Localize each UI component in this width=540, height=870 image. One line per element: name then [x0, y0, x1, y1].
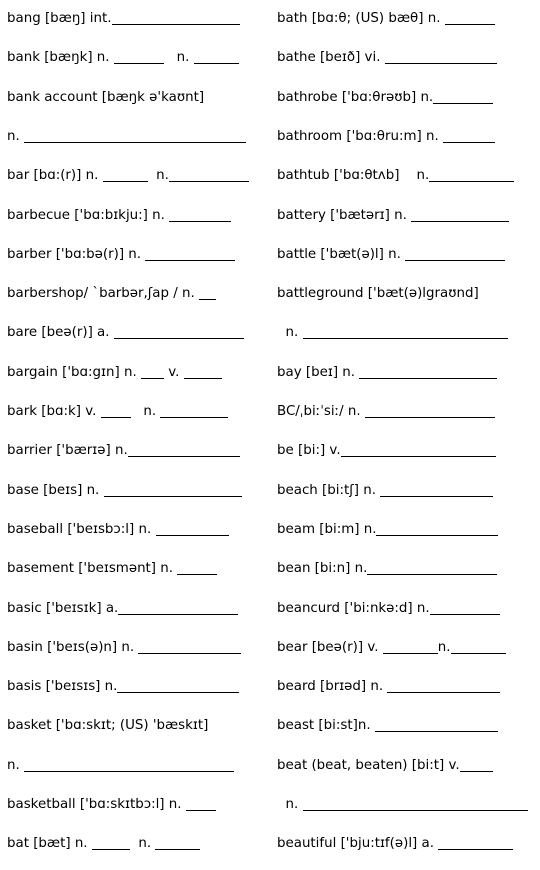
vocabulary-entry [7, 594, 254, 618]
entry-text: n. [277, 797, 303, 812]
answer-blank[interactable] [387, 678, 500, 693]
answer-blank[interactable] [169, 207, 231, 222]
entry-text: battle ['bæt(ə)l] n. [277, 246, 406, 262]
vocabulary-entry [7, 476, 254, 500]
vocabulary-entry [7, 829, 254, 853]
vocabulary-entry [7, 83, 254, 107]
answer-blank[interactable] [429, 167, 514, 182]
entry-text: n. [147, 168, 169, 184]
entry-text: beard [brɪəd] n. [277, 679, 388, 695]
answer-blank[interactable] [177, 560, 217, 575]
entry-text: baseball ['beɪsbɔ:l] n. [7, 521, 156, 537]
vocabulary-entry [277, 554, 535, 578]
entry-text: bat [bæt] n. [7, 836, 92, 852]
entry-text: bar [bɑ:(r)] n. [7, 168, 103, 184]
vocabulary-entry [7, 4, 254, 28]
answer-blank[interactable] [303, 324, 508, 339]
answer-blank[interactable] [376, 521, 498, 536]
vocabulary-entry [277, 122, 535, 146]
entry-text: n. [277, 325, 303, 341]
vocabulary-entry [7, 279, 254, 303]
vocabulary-entry [7, 436, 254, 460]
answer-blank[interactable] [367, 560, 497, 575]
entry-text: bargain ['bɑ:gɪn] n. [7, 364, 142, 380]
answer-blank[interactable] [380, 482, 493, 497]
answer-blank[interactable] [460, 757, 493, 772]
entry-text: n. [7, 757, 24, 773]
answer-blank[interactable] [433, 89, 493, 104]
vocabulary-entry [277, 672, 535, 696]
vocabulary-entry [7, 318, 254, 342]
vocabulary-entry [7, 515, 254, 539]
vocabulary-entry [7, 122, 254, 146]
entry-text: bark [bɑ:k] v. [7, 404, 101, 419]
vocabulary-entry [277, 4, 535, 28]
vocabulary-entry [277, 829, 535, 853]
entry-text: n. [7, 128, 24, 144]
entry-text: bang [bæŋ] int. [7, 11, 112, 26]
entry-text: bathroom ['bɑ:θru:m] n. [277, 128, 443, 144]
vocabulary-entry [277, 43, 535, 67]
answer-blank[interactable] [194, 49, 239, 64]
vocabulary-entry [7, 43, 254, 67]
answer-blank[interactable] [114, 49, 164, 64]
entry-text: bay [beɪ] n. [277, 364, 360, 380]
answer-blank[interactable] [160, 403, 228, 418]
answer-blank[interactable] [128, 442, 240, 457]
answer-blank[interactable] [118, 600, 238, 615]
vocabulary-entry [7, 790, 254, 814]
vocabulary-entry [277, 240, 535, 264]
vocabulary-entry [7, 201, 254, 225]
answer-blank[interactable] [341, 442, 496, 457]
vocabulary-entry [277, 83, 535, 107]
entry-text: bathtub ['bɑ:θtʌb] n. [277, 168, 430, 184]
entry-text: beast [bi:st]n. [277, 718, 375, 734]
answer-blank[interactable] [184, 364, 222, 379]
vocabulary-entry [7, 397, 254, 421]
answer-blank[interactable] [117, 678, 239, 693]
entry-text: barbershop/ `barbər,ʃap / n. [7, 286, 200, 302]
vocabulary-entry [277, 594, 535, 618]
answer-blank[interactable] [443, 128, 495, 143]
answer-blank[interactable] [445, 10, 495, 25]
entry-text: beat (beat, beaten) [bi:t] v. [277, 757, 460, 773]
answer-blank[interactable] [145, 246, 235, 261]
answer-blank[interactable] [430, 600, 500, 615]
entry-text: bathrobe ['bɑ:θrəʊb] n. [277, 89, 434, 105]
entry-text: base [beɪs] n. [7, 482, 104, 498]
answer-blank[interactable] [169, 167, 249, 182]
entry-text: battery ['bætərɪ] n. [277, 207, 412, 223]
answer-blank[interactable] [359, 364, 497, 379]
answer-blank[interactable] [303, 796, 528, 811]
vocabulary-entry [7, 672, 254, 696]
vocabulary-entry [7, 711, 254, 735]
vocabulary-entry [277, 790, 535, 814]
entry-text: basketball ['bɑ:skɪtbɔ:l] n. [7, 797, 186, 812]
entry-text: barrier ['bærɪə] n. [7, 443, 128, 459]
vocabulary-entry [277, 436, 535, 460]
entry-text: bank [bæŋk] n. [7, 50, 114, 66]
entry-text: bank account [bæŋk ə'kaʊnt] [7, 89, 205, 105]
vocabulary-entry [277, 201, 535, 225]
vocabulary-entry [7, 633, 254, 657]
entry-text: v. [164, 364, 184, 380]
answer-blank[interactable] [365, 403, 495, 418]
vocabulary-entry [277, 751, 535, 775]
vocabulary-entry [277, 161, 535, 185]
vocabulary-entry [7, 554, 254, 578]
vocabulary-entry [277, 515, 535, 539]
answer-blank[interactable] [186, 796, 216, 811]
entry-text: beautiful ['bju:tɪf(ə)l] a. [277, 836, 439, 852]
entry-text: bare [beə(r)] a. [7, 325, 114, 341]
entry-text: BC/ˌbiːˈsiː/ n. [277, 404, 365, 419]
answer-blank[interactable] [112, 10, 240, 25]
vocabulary-entry [277, 358, 535, 382]
vocabulary-entry [277, 476, 535, 500]
answer-blank[interactable] [101, 403, 131, 418]
answer-blank[interactable] [383, 639, 438, 654]
entry-text: be [bi:] v. [277, 443, 341, 459]
vocabulary-entry [7, 751, 254, 775]
entry-text: n. [437, 639, 451, 655]
answer-blank[interactable] [138, 639, 241, 654]
entry-text: basin ['beɪs(ə)n] n. [7, 639, 139, 655]
entry-text: basement ['beɪsmənt] n. [7, 561, 178, 577]
entry-text: beancurd ['bi:nkə:d] n. [277, 600, 430, 616]
answer-blank[interactable] [156, 521, 229, 536]
answer-blank[interactable] [104, 482, 242, 497]
entry-text: basic ['beɪsɪk] a. [7, 600, 119, 616]
answer-blank[interactable] [92, 835, 130, 850]
entry-text: beach [bi:tʃ] n. [277, 482, 381, 498]
entry-text: basket ['bɑ:skɪt; (US) 'bæskɪt] [7, 718, 209, 734]
answer-blank[interactable] [24, 757, 234, 772]
answer-blank[interactable] [103, 167, 148, 182]
answer-blank[interactable] [385, 49, 497, 64]
answer-blank[interactable] [375, 717, 498, 732]
vocabulary-entry [277, 397, 535, 421]
vocabulary-entry [7, 161, 254, 185]
entry-text: beam [bi:m] n. [277, 521, 377, 537]
vocabulary-entry [7, 358, 254, 382]
answer-blank[interactable] [411, 207, 509, 222]
entry-text: battleground ['bæt(ə)lgraʊnd] [277, 286, 479, 302]
entry-text: bath [bɑ:θ; (US) bæθ] n. [277, 11, 445, 26]
answer-blank[interactable] [155, 835, 200, 850]
answer-blank[interactable] [141, 364, 164, 379]
answer-blank[interactable] [405, 246, 505, 261]
entry-text: barbecue ['bɑ:bɪkju:] n. [7, 207, 170, 223]
entry-text: n. [163, 50, 194, 66]
vocabulary-entry [7, 240, 254, 264]
answer-blank[interactable] [24, 128, 246, 143]
answer-blank[interactable] [199, 285, 216, 300]
entry-text: n. [130, 404, 161, 419]
entry-text: bathe [beɪð] vi. [277, 50, 385, 66]
entry-text: bear [beə(r)] v. [277, 639, 383, 655]
vocabulary-entry [277, 318, 535, 342]
vocabulary-entry [277, 711, 535, 735]
entry-text: bean [bi:n] n. [277, 561, 368, 577]
answer-blank[interactable] [451, 639, 506, 654]
entry-text: n. [129, 836, 156, 852]
answer-blank[interactable] [438, 835, 513, 850]
vocabulary-entry [277, 279, 535, 303]
answer-blank[interactable] [114, 324, 244, 339]
entry-text: barber ['bɑ:bə(r)] n. [7, 246, 146, 262]
vocabulary-entry [277, 633, 535, 657]
entry-text: basis ['beɪsɪs] n. [7, 679, 118, 695]
